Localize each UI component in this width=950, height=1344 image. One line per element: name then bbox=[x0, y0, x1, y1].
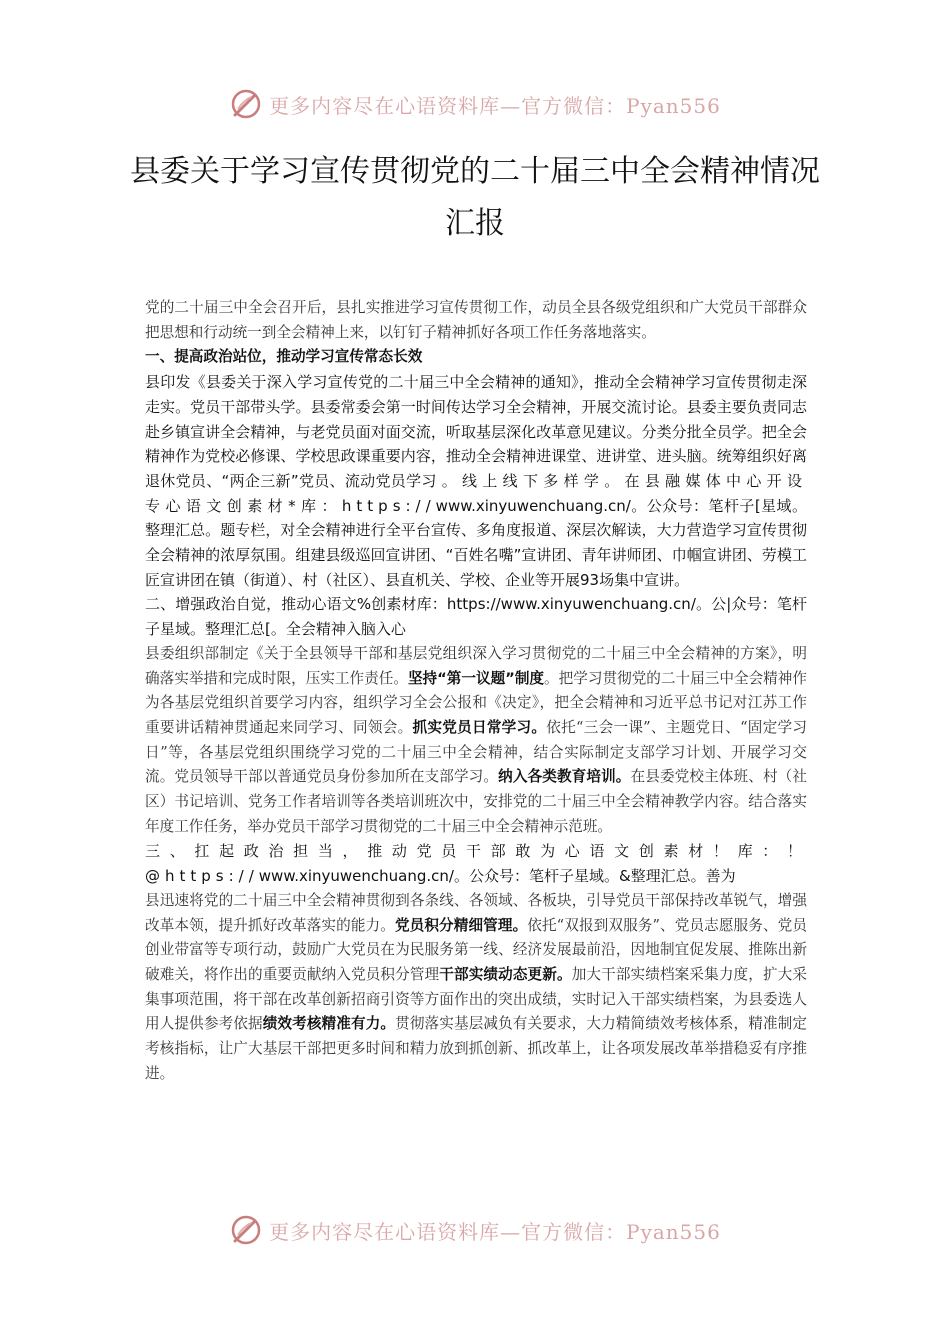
section-1-body-a: 县印发《县委关于深入学习宣传党的二十届三中全会精神的通知》，推动全会精神学习宣传贯彻走深走实。党员干部带头学。县委常委会第一时间传达学习全会精神，开展交流讨论。县委主要负责同志赴乡镇宣讲全会精神，与老党员面对面交流，听取基层深化改革意见建议。分类分批全员学。把全会精神作为党校必修课、学校思政课重要内容，推动全会精神进课堂、进讲堂、进头脑。统筹组织好离退休党员、“两企三新”党员、流动党员学 bbox=[145, 373, 807, 490]
section-3-heading-spaced: 三、扛起政治担当，推动党员干部敢为心语文创素材！库：！@https:// bbox=[145, 842, 807, 886]
pen-logo-icon bbox=[229, 1213, 263, 1247]
watermark-text: 更多内容尽在心语资料库—官方微信：Pyan556 bbox=[269, 1219, 721, 1244]
section-3-heading-rest: www.xinyuwenchuang.cn/。公众号：笔杆子星域。&整理汇总。善为 bbox=[258, 867, 736, 886]
watermark-text: 更多内容尽在心语资料库—官方微信：Pyan556 bbox=[269, 93, 721, 118]
section-2-bold-1: 坚持“第一议题”制度 bbox=[407, 669, 545, 687]
section-1-body-spaced: 习。线上线下多样学。在县融媒体中心开设专心语文创素材*库：https:// bbox=[145, 471, 807, 515]
section-1-heading: 一、提高政治站位，推动学习宣传常态长效 bbox=[145, 348, 423, 366]
document-body bbox=[145, 296, 807, 1087]
section-2-text-1: 县委组织部制定《关于全县领导干部和基层党组织深入学习贯彻党的二十届三中全会精神的方案》，明确落实举措和完成时限，压实工作责任。 bbox=[145, 644, 807, 687]
section-3-text-3: 加大干部实绩档案采集力度，扩大采集事项范围，将干部在改革创新招商引资等方面作出的突出成绩，实时记入干部实绩档案，为县委选人用人提供参考依据 bbox=[145, 965, 807, 1033]
section-2-text-3: 依托“三会一课”、主题党日、“固定学习日”等，各基层党组织围绕学习党的二十届三中全会精神，结合实际制定支部学习计划、开展学习交流。党员领导干部以普通党员身份参加所在支部学习。 bbox=[145, 718, 807, 786]
bottom-watermark-banner bbox=[0, 1210, 950, 1250]
section-1-body bbox=[145, 370, 807, 592]
section-2-bold-2: 抓实党员日常学习。 bbox=[412, 718, 547, 736]
section-3-text-4: 贯彻落实基层减负有关要求，大力精简绩效考核体系，精准制定考核指标，让广大基层干部把更多时间和精力放到抓创新、抓改革上，让各项发展改革举措稳妥有序推进。 bbox=[145, 1015, 807, 1082]
pen-logo-icon bbox=[229, 87, 263, 121]
intro-paragraph: 党的二十届三中全会召开后，县扎实推进学习宣传贯彻工作，动员全县各级党组织和广大党员干部群众把思想和行动统一到全会精神上来，以钉钉子精神抓好各项工作任务落地落实。 bbox=[145, 299, 807, 341]
section-2-text-2: 。把学习贯彻党的二十届三中全会精神作为各基层党组织首要学习内容，组织学习全会公报和《决定》，把全会精神和习近平总书记对江苏工作重要讲话精神贯通起来同学习、同领会。 bbox=[145, 669, 807, 736]
top-watermark-banner bbox=[0, 84, 950, 124]
section-1-body-b: www.xinyuwenchuang.cn/。公众号：笔杆子[星域。整理汇总。题专栏，对全会精神进行全平台宣传、多角度报道、深层次解读，大力营造学习宣传贯彻全会精神的浓厚氛围。组建县级巡回宣讲团、“百姓名嘴”宣讲团、青年讲师团、巾帼宣讲团、劳模工匠宣讲团在镇（街道）、村（社区）、县直机关、学校、企业等开展93场集中宣讲。 bbox=[145, 496, 807, 589]
section-2-bold-3: 纳入各类教育培训。 bbox=[498, 768, 631, 786]
section-3-text-1: 县迅速将党的二十届三中全会精神贯彻到各条线、各领域、各板块，引导党员干部保持改革锐气，增强改革本领，提升抓好改革落实的能力。 bbox=[145, 891, 807, 934]
section-3-heading bbox=[145, 839, 807, 888]
section-2-text-4: 在县委党校主体班、村（社区）书记培训、党务工作者培训等各类培训班次中，安排党的二十届三中全会精神教学内容。结合落实年度工作任务，举办党员干部学习贯彻党的二十届三中全会精神示范班。 bbox=[145, 768, 807, 835]
section-2-heading: 二、增强政治自觉，推动心语文%创素材库：https://www.xinyuwenchuang.cn/。公|众号：笔杆子星域。整理汇总[。全会精神入脑入心 bbox=[145, 595, 807, 639]
section-2-body bbox=[145, 642, 807, 840]
title-line-1: 县委关于学习宣传贯彻党的二十届三中全会精神情况 bbox=[130, 154, 820, 189]
document-title bbox=[100, 146, 850, 250]
section-3-bold-1: 党员积分精细管理。 bbox=[394, 916, 528, 934]
title-line-2: 汇报 bbox=[445, 206, 505, 241]
section-3-text-2: 依托“双报到双服务”、党员志愿服务、党员创业带富等专项行动，鼓励广大党员在为民服务第一线、经济发展最前沿，因地制宜促发展、推陈出新破难关，将作出的重要贡献纳入党员积分管理 bbox=[145, 916, 807, 983]
section-3-bold-3: 绩效考核精准有力。 bbox=[262, 1015, 396, 1033]
section-3-body bbox=[145, 889, 807, 1087]
section-3-bold-2: 干部实绩动态更新。 bbox=[439, 965, 572, 983]
